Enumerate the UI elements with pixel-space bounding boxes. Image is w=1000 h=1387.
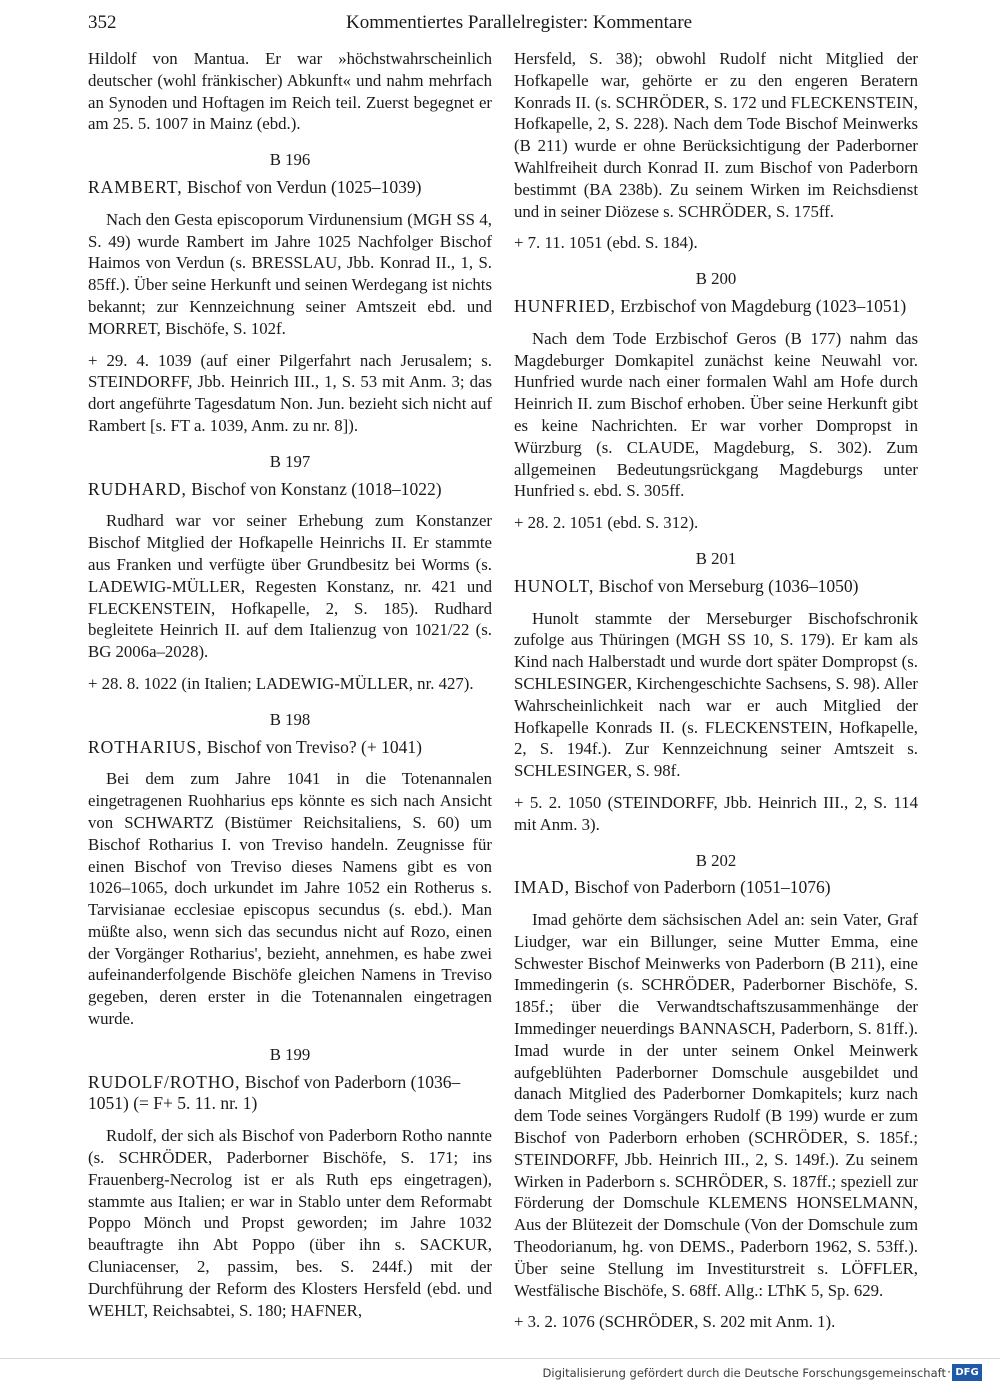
entry-b199 (88, 1044, 492, 1322)
entry-number: B 200 (695, 269, 737, 289)
entry-name: ROTHARIUS, (88, 736, 203, 757)
entry-name: RUDOLF/ROTHO, (88, 1071, 241, 1092)
entry-name: RUDHARD, (88, 478, 187, 499)
entry-b202 (514, 850, 918, 1334)
digitization-footer (0, 1358, 1000, 1387)
entry-number: B 196 (269, 150, 311, 170)
entry-death-note: + 3. 2. 1076 (SCHRÖDER, S. 202 mit Anm. 1). (514, 1312, 836, 1332)
entry-b196 (88, 149, 492, 437)
footer-separator: · (947, 1365, 951, 1379)
entry-b200 (514, 268, 918, 534)
entry-death-note: + 7. 11. 1051 (ebd. S. 184). (514, 233, 698, 253)
entry-number: B 197 (269, 451, 311, 471)
entry-b197 (88, 451, 492, 695)
left-column (88, 48, 492, 1321)
running-title: Kommentiertes Parallelregister: Kommentare (346, 12, 693, 33)
entry-number: B 202 (695, 850, 737, 870)
intro-paragraph: Hildolf von Mantua. Er war »höchstwahrscheinlich deutscher (wohl fränkischer) Abkunft« und nahm mehrfach an Synoden und Hoftagen im Reich teil. Zuerst begegnet er am 25. 5. 1007 in Mainz (ebd.). (88, 49, 492, 134)
entry-b199-continued: Hersfeld, S. 38); obwohl Rudolf nicht Mitglied der Hofkapelle war, gehörte er zu den engeren Beratern Konrads II. (s. SCHRÖDER, S. 172 und FLECKENSTEIN, Hofkapelle, 2, S. 228). Nach dem Tode Bischof Meinwerks (B 211) wurde er ohne Berücksichtigung der Paderborner Wahlfreiheit durch Konrad II. zum Bischof von Paderborn bestimmt (BA 238b). Zu seinem Wirken im Reichsdienst und in seiner Diözese s. SCHRÖDER, S. 175ff. (514, 49, 918, 221)
entry-heading (88, 737, 492, 759)
entry-paragraph: Rudhard war vor seiner Erhebung zum Konstanzer Bischof Mitglied der Hofkapelle Heinrichs II. Er stammte aus Franken und verfügte über Grundbesitz bei Worms (s. LADEWIG-MÜLLER, Regesten Konstanz, nr. 421 und FLECKENSTEIN, Hofkapelle, 2, S. 185). Rudhard begleitete Heinrich II. auf dem Italienzug von 1021/22 (s. BG 2006a–2028). (88, 511, 492, 662)
entry-name: HUNFRIED, (514, 295, 616, 316)
entry-death-note: + 28. 8. 1022 (in Italien; LADEWIG-MÜLLER, nr. 427). (88, 673, 474, 693)
entry-name: RAMBERT, (88, 176, 183, 197)
entry-title: Bischof von Konstanz (1018–1022) (186, 478, 442, 499)
entry-number: B 199 (269, 1044, 311, 1064)
entry-number: B 201 (695, 548, 737, 568)
entry-name: IMAD, (514, 877, 571, 898)
entry-heading (514, 296, 918, 318)
entry-title: Bischof von Paderborn (1051–1076) (570, 877, 831, 898)
entry-death-note: + 28. 2. 1051 (ebd. S. 312). (514, 513, 699, 533)
entry-heading (514, 576, 918, 598)
entry-paragraph: Imad gehörte dem sächsischen Adel an: sein Vater, Graf Liudger, war ein Billunger, seine Mutter Emma, eine Schwester Bischof Meinwerks von Paderborn (B 211), eine Immedingerin (s. SCHRÖDER, Paderborner Bischöfe, S. 185f.; über die Verwandtschaftszusammenhänge der Immedinger neuerdings BANNASCH, Paderborn, S. 81ff.). Imad wurde in der unter seinem Onkel Meinwerk aufgeblühten Paderborner Domschule ausgebildet und danach Mitglied des Paderborner Domkapitels; kurz nach dem Tode seines Vorgängers Rudolf (B 199) wurde er zum Bischof von Paderborn erhoben (SCHRÖDER, S. 185f.; STEINDORFF, Jbb. Heinrich III., 2, S. 149f.). Zu seinem Wirken in Paderborn s. SCHRÖDER, S. 187ff.; speziell zur Förderung der Domschule KLEMENS HONSELMANN, Aus der Blütezeit der Domschule (Von der Domschule zum Theodorianum, hg. von DEMS., Paderborn 1962, S. 53ff.). Über seine Stellung im Investiturstreit s. LÖFFLER, Westfälische Bischöfe, S. 68ff. Allg.: LThK 5, Sp. 629. (514, 910, 918, 1300)
entry-title: Bischof von Paderborn (1036–1051) (= F+ 5. 11. nr. 1) (88, 1071, 461, 1114)
entry-death-note: + 5. 2. 1050 (STEINDORFF, Jbb. Heinrich III., 2, S. 114 mit Anm. 3). (514, 792, 918, 834)
dfg-logo-icon[interactable]: DFG (952, 1364, 982, 1381)
entry-paragraph: Hunolt stammte der Merseburger Bischofschronik zufolge aus Thüringen (MGH SS 10, S. 179). Er kam als Kind nach Halberstadt und wurde dort später Dompropst (s. SCHLESINGER, Kirchengeschichte Sachsens, S. 98). Aller Wahrscheinlichkeit nach war er auch Mitglied der Hofkapelle Konrads II. (s. FLECKENSTEIN, Hofkapelle, 2, S. 194f.). Zur Kennzeichnung seiner Amtszeit s. SCHLESINGER, S. 98f. (514, 608, 918, 781)
entry-paragraph: Nach dem Tode Erzbischof Geros (B 177) nahm das Magdeburger Domkapitel zunächst keine Neuwahl vor. Hunfried wurde nach einer formalen Wahl am Hofe durch Heinrich II. zum Bischof erhoben. Über seine Herkunft gibt es keine Nachrichten. Er war vorher Dompropst in Würzburg (s. CLAUDE, Magdeburg, S. 302). Zum allgemeinen Bedeutungsrückgang Magdeburgs unter Hunfried s. ebd. S. 305ff. (514, 328, 918, 501)
page-header (88, 12, 920, 38)
right-column (514, 48, 918, 1333)
entry-title: Bischof von Merseburg (1036–1050) (594, 575, 859, 596)
entry-paragraph: Bei dem zum Jahre 1041 in die Totenannalen eingetragenen Ruohharius eps könnte es sich nach Ansicht von SCHWARTZ (Bistümer Reichsitaliens, S. 60) um Bischof Rotharius I. von Treviso handeln. Zeugnisse für einen Bischof von Treviso dieses Namens gibt es von 1026–1065, doch urkundet im Jahre 1052 ein Rotherus s. Tarvisianae ecclesiae episcopus secundus (s. ebd.). Man müßte also, wenn sich das secundus nicht auf Rozo, einen der Vorgänger Rotharius', bezieht, annehmen, es habe zwei aufeinanderfolgende Bischöfe gleichen Namens in Treviso gegeben, deren erster in die Totenannalen eingetragen wurde. (88, 769, 492, 1029)
entry-title: Bischof von Verdun (1025–1039) (182, 176, 422, 197)
entry-paragraph: Nach den Gesta episcoporum Virdunensium (MGH SS 4, S. 49) wurde Rambert im Jahre 1025 Nachfolger Bischof Haimos von Verdun (s. BRESSLAU, Jbb. Konrad II., 1, S. 85ff.). Über seine Herkunft und seinen Werdegang ist nichts bekannt; zur Kennzeichnung seiner Amtszeit ebd. und MORRET, Bischöfe, S. 102f. (88, 209, 492, 338)
entry-title: Bischof von Treviso? (+ 1041) (202, 736, 422, 757)
entry-heading (88, 479, 492, 501)
entry-heading (88, 1072, 492, 1116)
entry-b201 (514, 548, 918, 836)
entry-name: HUNOLT, (514, 575, 595, 596)
entry-paragraph: Rudolf, der sich als Bischof von Paderborn Rotho nannte (s. SCHRÖDER, Paderborner Bischöfe, S. 171; ins Frauenberg-Necrolog ist er als Ruth eps eingetragen), stammte aus Italien; er war in Stablo unter dem Reformabt Poppo Mönch und Propst geworden; im Jahre 1032 beauftragte ihn Abt Poppo (über ihn s. SACKUR, Cluniacenser, 2, passim, bes. S. 244f.) mit der Durchführung der Reform des Klosters Hersfeld (ebd. und WEHLT, Reichsabtei, S. 180; HAFNER, (88, 1126, 492, 1320)
entry-title: Erzbischof von Magdeburg (1023–1051) (615, 295, 907, 316)
page-number: 352 (88, 12, 117, 33)
entry-number: B 198 (269, 709, 311, 729)
entry-heading (514, 877, 918, 899)
funding-notice: Digitalisierung gefördert durch die Deutsche Forschungsgemeinschaft (542, 1366, 946, 1380)
entry-b198 (88, 709, 492, 1030)
entry-heading (88, 177, 492, 199)
entry-death-note: + 29. 4. 1039 (auf einer Pilgerfahrt nach Jerusalem; s. STEINDORFF, Jbb. Heinrich III., 1, S. 53 mit Anm. 3; das dort angeführte Tagesdatum Non. Jun. bezieht sich nicht auf Rambert [s. FT a. 1039, Anm. zu nr. 8]). (88, 350, 492, 435)
